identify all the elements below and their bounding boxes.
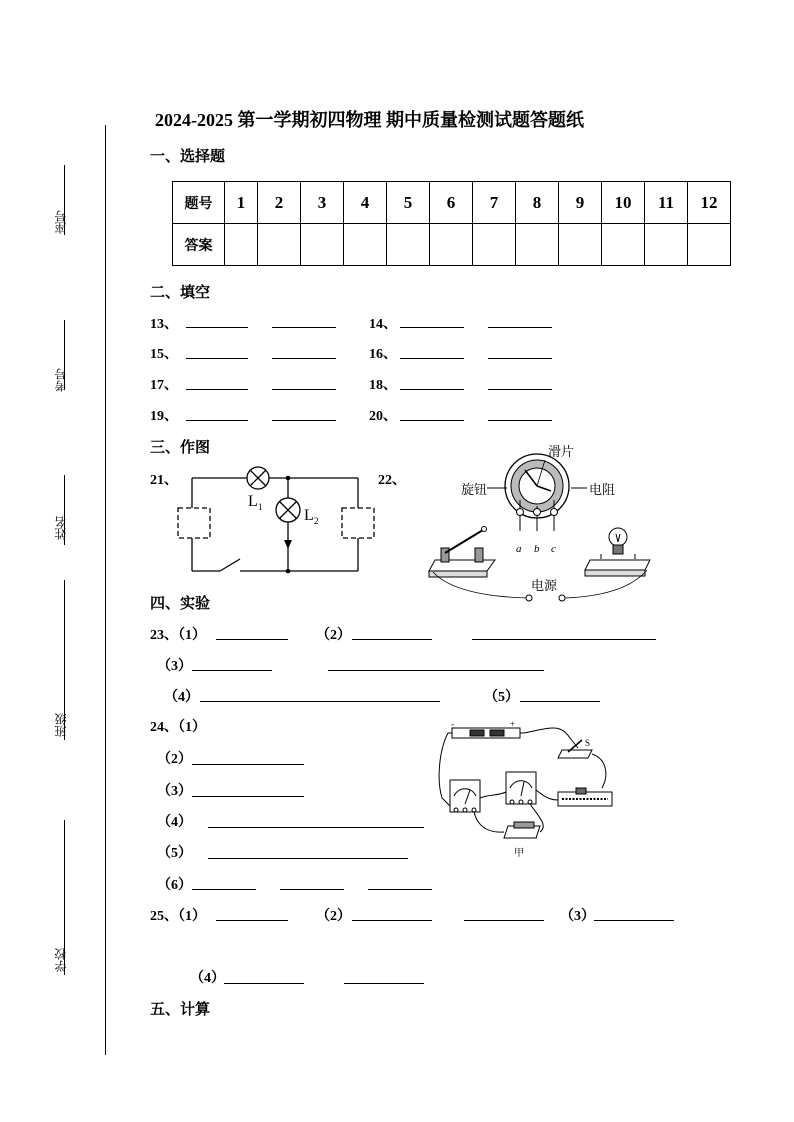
table-cell: 11 bbox=[645, 182, 688, 224]
table-cell: 5 bbox=[387, 182, 430, 224]
experiment-apparatus-24 bbox=[430, 718, 640, 866]
battery-plus: + bbox=[510, 719, 516, 729]
terminal-a: a bbox=[516, 543, 522, 555]
l1-subscript: 1 bbox=[258, 502, 263, 512]
q25-4-blank-1[interactable] bbox=[224, 983, 304, 984]
q19-blank-1[interactable] bbox=[186, 420, 248, 421]
answer-cell[interactable] bbox=[516, 224, 559, 266]
knob-label: 旋钮 bbox=[461, 482, 488, 497]
q23-3-blank-1[interactable] bbox=[192, 670, 272, 671]
q21-label: 21、 bbox=[150, 473, 178, 488]
table-cell: 6 bbox=[430, 182, 473, 224]
battery-pack bbox=[448, 728, 524, 738]
q15-blank-2[interactable] bbox=[272, 358, 336, 359]
name-label: 姓名 bbox=[54, 516, 68, 540]
jia-label: 甲 bbox=[514, 848, 524, 859]
q25-3-blank[interactable] bbox=[594, 920, 674, 921]
q24-3-blank[interactable] bbox=[192, 796, 304, 797]
table-cell: 7 bbox=[473, 182, 516, 224]
q13-blank-1[interactable] bbox=[186, 327, 248, 328]
answer-cell[interactable] bbox=[258, 224, 301, 266]
q24-4-label: （4） bbox=[157, 815, 192, 830]
q24-5-blank[interactable] bbox=[208, 858, 408, 859]
q23-5-label: （5） bbox=[484, 690, 519, 705]
table-cell: 8 bbox=[516, 182, 559, 224]
table-cell: 4 bbox=[344, 182, 387, 224]
rheostat bbox=[558, 788, 612, 806]
lamp-l2 bbox=[276, 498, 300, 522]
q15-label: 15、 bbox=[150, 347, 178, 362]
q25-4-blank-2[interactable] bbox=[344, 983, 424, 984]
seat-label: 座号 bbox=[54, 210, 68, 234]
table-header-number: 题号 bbox=[173, 182, 225, 224]
answer-cell[interactable] bbox=[344, 224, 387, 266]
table-cell: 3 bbox=[301, 182, 344, 224]
answer-cell[interactable] bbox=[225, 224, 258, 266]
terminal-b: b bbox=[534, 543, 540, 555]
school-field[interactable] bbox=[64, 820, 65, 975]
q24-4-blank[interactable] bbox=[208, 827, 424, 828]
section-calc-heading: 五、计算 bbox=[150, 1002, 211, 1018]
q23-3-label: （3） bbox=[157, 659, 192, 674]
q13-blank-2[interactable] bbox=[272, 327, 336, 328]
q16-blank-1[interactable] bbox=[400, 358, 464, 359]
q24-6-blank-2[interactable] bbox=[280, 889, 344, 890]
l2-subscript: 2 bbox=[314, 516, 319, 526]
page-title: 2024-2025 第一学期初四物理 期中质量检测试题答题纸 bbox=[155, 110, 584, 130]
q14-blank-2[interactable] bbox=[488, 327, 552, 328]
switch-s-label: S bbox=[585, 738, 591, 748]
section-choice-heading: 一、选择题 bbox=[150, 149, 226, 165]
q20-blank-2[interactable] bbox=[488, 420, 552, 421]
ammeter bbox=[506, 772, 536, 804]
table-cell: 12 bbox=[688, 182, 731, 224]
q23-2-blank-1[interactable] bbox=[352, 639, 432, 640]
q17-label: 17、 bbox=[150, 378, 178, 393]
q25-2-blank-2[interactable] bbox=[464, 920, 544, 921]
answer-cell[interactable] bbox=[688, 224, 731, 266]
q19-label: 19、 bbox=[150, 409, 178, 424]
l2-label: L bbox=[304, 507, 314, 524]
q24-5-label: （5） bbox=[157, 846, 192, 861]
voltmeter bbox=[450, 780, 480, 812]
table-cell: 10 bbox=[602, 182, 645, 224]
q23-2-label: （2） bbox=[316, 628, 351, 643]
answer-cell[interactable] bbox=[645, 224, 688, 266]
q18-label: 18、 bbox=[369, 378, 397, 393]
exam-no-field[interactable] bbox=[64, 320, 65, 390]
table-row bbox=[173, 224, 731, 266]
q18-blank-2[interactable] bbox=[488, 389, 552, 390]
knife-switch bbox=[429, 527, 495, 578]
q16-label: 16、 bbox=[369, 347, 397, 362]
name-field[interactable] bbox=[64, 475, 65, 545]
slider-label: 滑片 bbox=[548, 444, 575, 459]
battery-minus: - bbox=[451, 719, 454, 729]
rheostat-knob bbox=[487, 454, 587, 531]
q13-label: 13、 bbox=[150, 317, 178, 332]
rheostat-diagram-22 bbox=[425, 438, 665, 608]
school-label: 学校 bbox=[54, 948, 68, 972]
q25-1-label: 25、（1） bbox=[150, 909, 206, 924]
q25-2-blank-1[interactable] bbox=[352, 920, 432, 921]
q17-blank-2[interactable] bbox=[272, 389, 336, 390]
q23-5-blank[interactable] bbox=[520, 701, 600, 702]
q24-1-label: 24、（1） bbox=[150, 720, 206, 735]
q23-2-blank-2[interactable] bbox=[472, 639, 656, 640]
answer-cell[interactable] bbox=[430, 224, 473, 266]
answer-cell[interactable] bbox=[602, 224, 645, 266]
q24-6-blank-3[interactable] bbox=[368, 889, 432, 890]
q17-blank-1[interactable] bbox=[186, 389, 248, 390]
q19-blank-2[interactable] bbox=[272, 420, 336, 421]
section-draw-heading: 三、作图 bbox=[150, 440, 211, 456]
power-label: 电源 bbox=[531, 578, 558, 593]
table-cell: 2 bbox=[258, 182, 301, 224]
answer-table bbox=[172, 181, 731, 266]
q23-3-blank-2[interactable] bbox=[328, 670, 544, 671]
exam-no-label: 考号 bbox=[54, 368, 68, 392]
q15-blank-1[interactable] bbox=[186, 358, 248, 359]
binding-line bbox=[105, 125, 106, 1055]
q24-2-label: （2） bbox=[157, 752, 192, 767]
table-header-answer: 答案 bbox=[173, 224, 225, 266]
q22-label: 22、 bbox=[378, 473, 406, 488]
q25-1-blank[interactable] bbox=[216, 920, 288, 921]
section-fill-heading: 二、填空 bbox=[150, 285, 211, 301]
section-experiment-heading: 四、实验 bbox=[150, 596, 211, 612]
l1-label: L bbox=[248, 493, 258, 510]
q20-label: 20、 bbox=[369, 409, 397, 424]
table-cell: 1 bbox=[225, 182, 258, 224]
q14-blank-1[interactable] bbox=[400, 327, 464, 328]
resistor-label: 电阻 bbox=[589, 482, 616, 497]
table-row bbox=[173, 182, 731, 224]
resistor-jia bbox=[504, 822, 540, 838]
q25-2-label: （2） bbox=[316, 909, 351, 924]
q23-4-label: （4） bbox=[164, 690, 199, 705]
answer-cell[interactable] bbox=[387, 224, 430, 266]
lamp-l1 bbox=[247, 467, 269, 489]
q16-blank-2[interactable] bbox=[488, 358, 552, 359]
answer-cell[interactable] bbox=[301, 224, 344, 266]
seat-field[interactable] bbox=[64, 165, 65, 235]
terminal-c: c bbox=[551, 543, 556, 555]
table-cell: 9 bbox=[559, 182, 602, 224]
q18-blank-1[interactable] bbox=[400, 389, 464, 390]
q24-2-blank[interactable] bbox=[192, 764, 304, 765]
bulb bbox=[585, 528, 650, 576]
q23-4-blank[interactable] bbox=[200, 701, 440, 702]
circuit-diagram-21 bbox=[170, 458, 380, 583]
answer-cell[interactable] bbox=[473, 224, 516, 266]
class-field[interactable] bbox=[64, 580, 65, 740]
q24-6-blank-1[interactable] bbox=[192, 889, 256, 890]
q23-1-label: 23、（1） bbox=[150, 628, 206, 643]
answer-cell[interactable] bbox=[559, 224, 602, 266]
q25-4-label: （4） bbox=[190, 971, 225, 986]
q14-label: 14、 bbox=[369, 317, 397, 332]
q20-blank-1[interactable] bbox=[400, 420, 464, 421]
class-label: 班级 bbox=[54, 713, 68, 737]
q25-3-label: （3） bbox=[560, 909, 595, 924]
q24-6-label: （6） bbox=[157, 878, 192, 893]
q24-3-label: （3） bbox=[157, 784, 192, 799]
q23-1-blank[interactable] bbox=[216, 639, 288, 640]
